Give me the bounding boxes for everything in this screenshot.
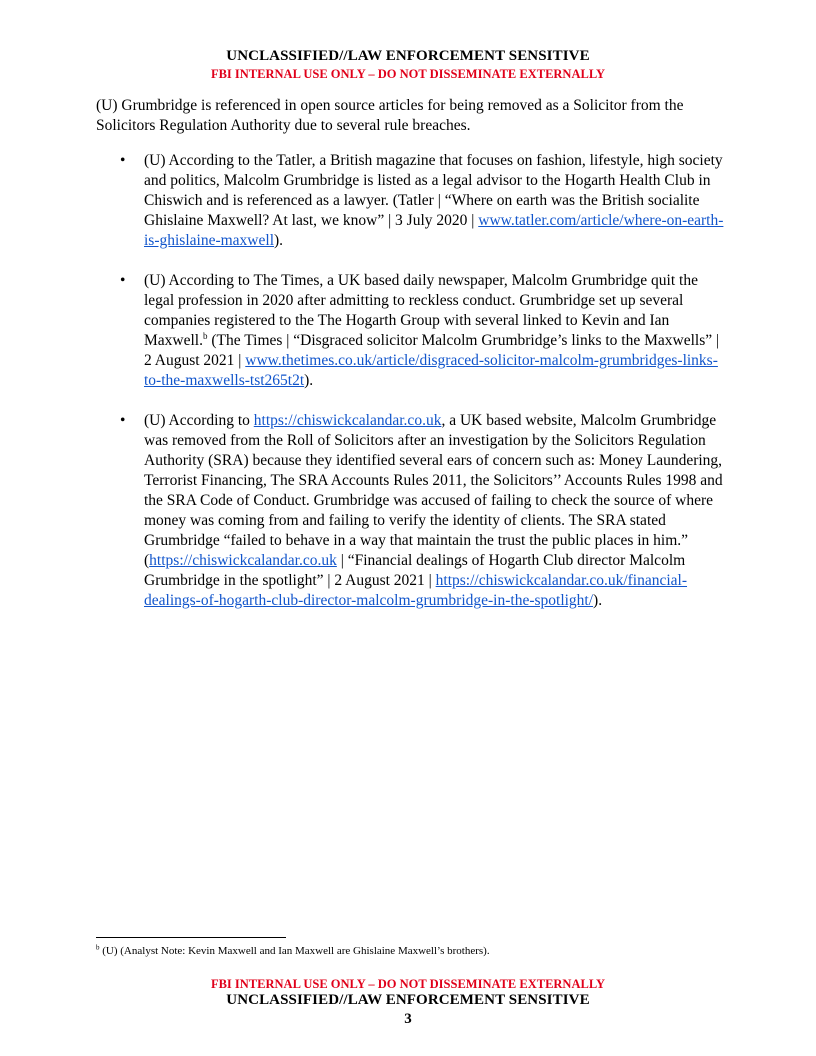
footer-handling-caveat: FBI INTERNAL USE ONLY – DO NOT DISSEMINATE EXTERNALLY [210,977,606,991]
chiswick-site-link-citation[interactable]: https://chiswickcalandar.co.uk [149,552,337,569]
bullet-item-times [96,271,726,391]
bullet-text-cont: (The Times | “Disgraced solicitor Malcolm Grumbridge’s links to the Maxwells” | 2 August 2021 | [144,332,720,369]
chiswick-article-link[interactable]: https://chiswickcalandar.co.uk/financial-dealings-of-hogarth-club-director-malcolm-grumbridge-in-the-spotlight/ [144,572,688,609]
bullet-text-cont: , a UK based website, Malcolm Grumbridge was removed from the Roll of Solicitors after an investigation by the Solicitors Regulation Authority (SRA) because they identified several ears of concern such as: Money Laundering, Terrorist Financing, The SRA Accounts Rules 2011, the Solicitors’’ Accounts Rules 1998 and the SRA Code of Conduct. Grumbridge was accused of failing to check the source of where money was coming from and failing to verify the identity of clients. The SRA stated Grumbridge “failed to behave in a way that maintain the trust the public places in him.” ( [144,412,723,569]
bullet-item-chiswick [96,411,726,611]
footnote [96,944,490,958]
bullet-text-cont: | “Financial dealings of Hogarth Club director Malcolm Grumbridge in the spotlight” | 2 August 2021 | [144,552,686,589]
bullet-text: (U) According to The Times, a UK based daily newspaper, Malcolm Grumbridge quit the legal profession in 2020 after admitting to reckless conduct. Grumbridge set up several companies registered to the The Hogarth Group with several linked to Kevin and Ian Maxwell. [144,272,698,349]
bullet-icon: • [120,272,126,289]
intro-paragraph: (U) Grumbridge is referenced in open source articles for being removed as a Solicitor from the Solicitors Regulation Authority due to several rule breaches. [96,97,684,134]
tatler-article-link[interactable]: www.tatler.com/article/where-on-earth-is-ghislaine-maxwell [144,212,724,249]
bullet-text-end: ). [274,232,284,249]
footnote-text: (U) (Analyst Note: Kevin Maxwell and Ian Maxwell are Ghislaine Maxwell’s brothers). [99,945,490,957]
times-article-link[interactable]: www.thetimes.co.uk/article/disgraced-solicitor-malcolm-grumbridges-links-to-the-maxwells-tst265t2t [144,352,718,389]
bullet-text-end: ). [304,372,314,389]
bullet-text: (U) According to [144,412,254,429]
footnote-reference: b [202,330,208,341]
header-classification: UNCLASSIFIED//LAW ENFORCEMENT SENSITIVE [226,48,590,64]
bullet-item-tatler [96,151,726,251]
footer-classification: UNCLASSIFIED//LAW ENFORCEMENT SENSITIVE [226,992,590,1008]
bullet-icon: • [120,152,126,169]
bullet-text: (U) According to the Tatler, a British magazine that focuses on fashion, lifestyle, high society and politics, Malcolm Grumbridge is listed as a legal advisor to the Hogarth Health Club in Chiswich and is referenced as a lawyer. (Tatler | “Where on earth was the British socialite Ghislaine Maxwell? At last, we know” | 3 July 2020 | [144,152,723,229]
footnote-marker: b [96,943,100,952]
page-number: 3 [404,1011,412,1027]
bullet-icon: • [120,412,126,429]
chiswick-site-link[interactable]: https://chiswickcalandar.co.uk [253,412,442,429]
header-handling-caveat: FBI INTERNAL USE ONLY – DO NOT DISSEMINATE EXTERNALLY [210,67,606,81]
bullet-list [96,151,726,631]
footnote-divider [96,937,286,938]
bullet-text-end: ). [593,592,603,609]
